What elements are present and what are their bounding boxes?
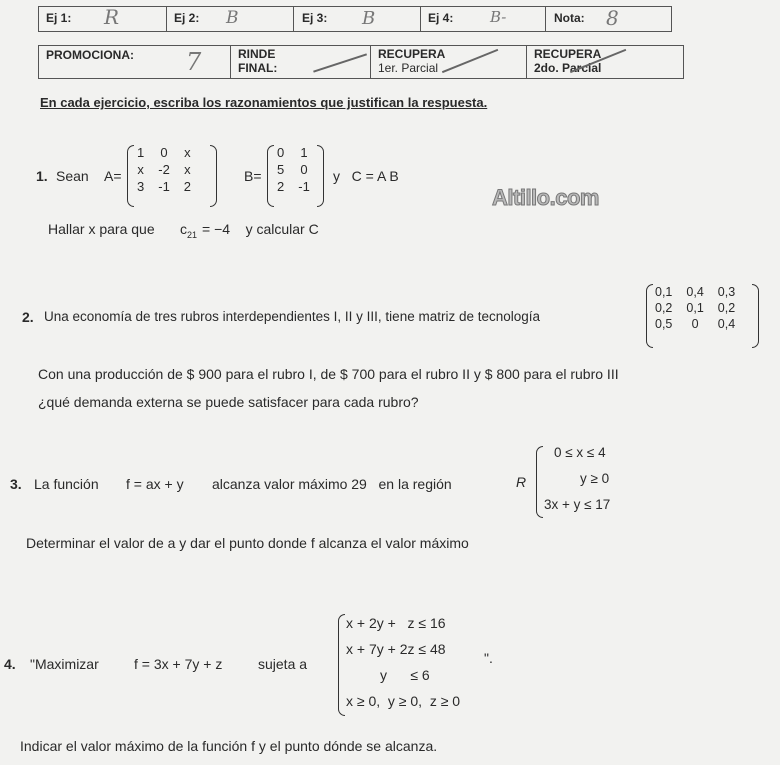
constraint: x + 7y + 2z ≤ 48 [346,641,446,657]
ex3-task: Determinar el valor de a y dar el punto donde f alcanza el valor máximo [26,535,469,551]
matrix-cell: 0,3 [717,285,736,299]
matrix-cell: 0,2 [655,301,673,315]
ej1-grade: R [104,5,120,29]
grades-divider [545,6,546,32]
matrix-cell: 0,4 [686,285,704,299]
ej4-label: Ej 4: [428,11,454,25]
matrix-b-label: B= [244,168,262,184]
recupera2-line2: 2do. Parcial [534,61,602,75]
ex3-brace [536,446,543,518]
ex4-brace [338,614,345,716]
ex2-line3: ¿qué demanda externa se puede satisfacer para cada rubro? [38,394,419,410]
grades-divider [420,6,421,32]
ex1-c21 [180,221,197,240]
matrix-a-right-paren [210,145,217,207]
matrix-m-right-paren [752,284,759,348]
matrix-cell: 0,5 [655,317,673,331]
grades-divider [293,6,294,32]
recupera2-line1: RECUPERA [534,47,602,61]
ex1-task-pre: Hallar x para que [48,221,155,237]
matrix-cell: 5 [277,162,285,177]
ex1-number: 1. [36,168,48,184]
rinde-final-line2: FINAL: [238,61,278,75]
matrix-cell: -1 [298,179,310,194]
ex2-text: Una economía de tres rubros interdependientes I, II y III, tiene matriz de tecnología [44,309,541,324]
ex3-text-a: La función [34,476,99,492]
ej2-label: Ej 2: [174,11,200,25]
matrix-cell: 0,1 [655,285,673,299]
constraint: 0 ≤ x ≤ 4 [554,445,606,460]
nota-grade: 8 [606,6,619,30]
c-subscript: 21 [187,229,198,240]
matrix-technology [648,284,742,332]
instruction: En cada ejercicio, escriba los razonamientos que justifican la respuesta. [40,95,488,110]
constraint: x + 2y + z ≤ 16 [346,615,446,631]
matrix-b [270,144,317,195]
ej1-label: Ej 1: [46,11,72,25]
promociona-grade: 7 [186,48,202,76]
ej2-grade: B [226,8,239,28]
ex2-line2: Con una producción de $ 900 para el rubro I, de $ 700 para el rubro II y $ 800 para el rubro III [38,366,619,382]
constraint: y ≥ 0 [580,471,610,486]
ej4-grade: B- [490,8,507,26]
ex4-function: f = 3x + 7y + z [134,656,223,672]
region-symbol: R [516,474,527,490]
ex3-constraints [544,440,610,518]
matrix-cell: 1 [137,145,145,160]
nota-label: Nota: [554,11,585,25]
ej3-grade: B [362,8,376,29]
matrix-cell: x [137,162,144,177]
ex4-text-b: sujeta a [258,656,308,672]
matrix-cell: -1 [158,179,170,194]
rinde-final-line1: RINDE [238,47,276,61]
ex2-number: 2. [22,309,34,325]
matrix-cell: 0 [160,145,168,160]
ej3-label: Ej 3: [302,11,328,25]
watermark-logo: Altillo.com [492,185,599,210]
ex1-task-post: = −4 y calcular C [202,221,319,237]
ex4-constraints [346,610,460,714]
ex3-function: f = ax + y [126,476,184,492]
matrix-cell: 0 [691,317,699,331]
promociona-label: PROMOCIONA: [46,48,134,62]
matrix-cell: 2 [183,179,192,194]
ex1-c-definition: y C = A B [333,168,399,184]
grades-divider [166,6,167,32]
ex3-number: 3. [10,476,22,492]
ex1-intro: Sean [56,168,89,184]
status-divider [230,45,231,79]
matrix-cell: 0,1 [686,301,704,315]
matrix-cell: 2 [277,179,285,194]
matrix-a [130,144,198,195]
matrix-cell: 0 [300,162,308,177]
ex3-text-b: alcanza valor máximo 29 en la región [212,476,452,492]
matrix-cell: 3 [137,179,145,194]
matrix-a-label: A= [104,168,122,184]
constraint: 3x + y ≤ 17 [544,497,611,512]
ex4-text-a: "Maximizar [30,656,99,672]
c-symbol: c [180,221,187,237]
constraint: y ≤ 6 [380,667,430,683]
matrix-cell: x [184,162,191,177]
status-divider [370,45,371,79]
recupera1-line1: RECUPERA [378,47,446,61]
matrix-cell: 1 [300,145,308,160]
matrix-cell: x [184,145,191,160]
matrix-cell: 0,2 [717,301,736,315]
matrix-cell: 0 [277,145,285,160]
matrix-b-right-paren [317,145,324,207]
constraint: x ≥ 0, y ≥ 0, z ≥ 0 [346,693,461,709]
ex4-number: 4. [4,656,16,672]
recupera1-line2: 1er. Parcial [378,61,439,75]
ex4-task: Indicar el valor máximo de la función f y el punto dónde se alcanza. [20,738,438,754]
matrix-cell: 0,4 [717,317,736,331]
status-divider [526,45,527,79]
ex4-close-quote: ". [484,650,493,666]
matrix-cell: -2 [158,162,170,177]
